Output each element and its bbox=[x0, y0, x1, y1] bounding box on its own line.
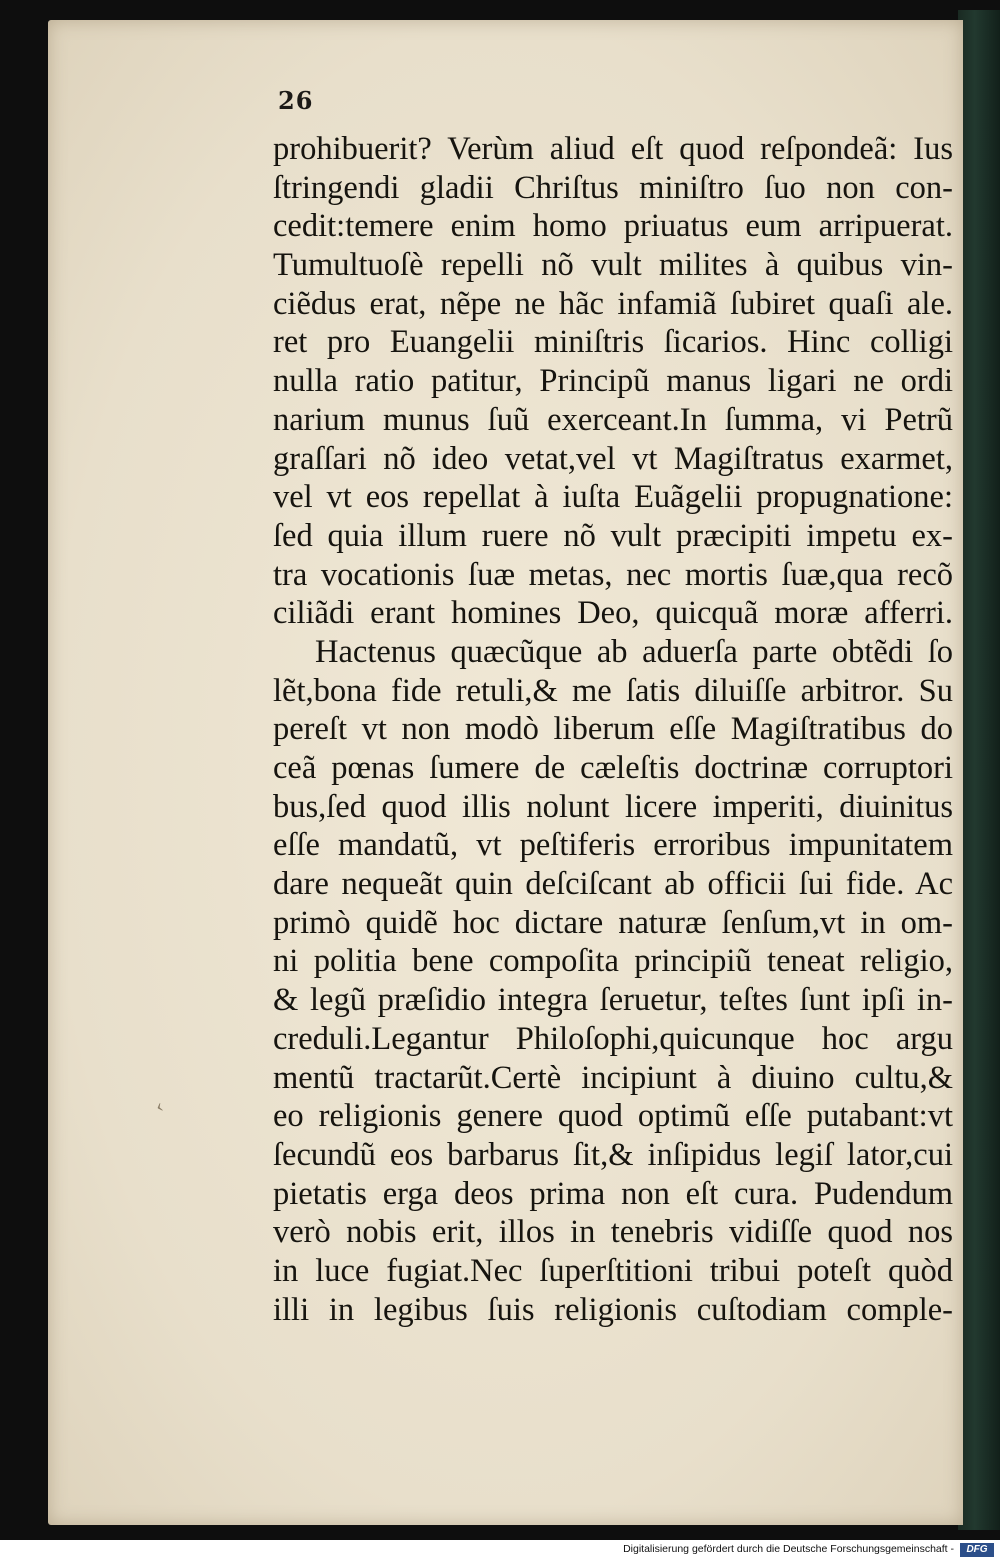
text-line: ret pro Euangelii miniſtris ſicarios. Hinc colligi bbox=[273, 324, 953, 361]
text-line: bus,ſed quod illis nolunt licere imperiti, diuinitus bbox=[273, 788, 953, 825]
margin-mark: ‹ bbox=[152, 1094, 167, 1118]
text-line: ſtringendi gladii Chriſtus miniſtro ſuo non con- bbox=[273, 169, 953, 206]
text-line: verò nobis erit, illos in tenebris vidiſſe quod nos bbox=[273, 1214, 953, 1251]
text-line: pereſt vt non modò liberum eſſe Magiſtratibus do bbox=[273, 711, 953, 748]
book-binding-edge bbox=[958, 10, 1000, 1530]
funding-credit: Digitalisierung gefördert durch die Deutsche Forschungsgemeinschaft - bbox=[623, 1543, 954, 1555]
dfg-logo: DFG bbox=[960, 1543, 994, 1557]
text-line: nulla ratio patitur, Principũ manus ligari ne ordi bbox=[273, 363, 953, 400]
text-line: Tumultuoſè repelli nõ vult milites à quibus vin- bbox=[273, 247, 953, 284]
text-line: prohibuerit? Verùm aliud eſt quod reſpondeã: Ius bbox=[273, 131, 953, 167]
page-number: 26 bbox=[278, 86, 314, 115]
text-line: narium munus ſuũ exerceant.In ſumma, vi Petrũ bbox=[273, 401, 953, 438]
text-line: ſed quia illum ruere nõ vult præcipiti impetu ex- bbox=[273, 517, 953, 554]
text-line: dare nequeãt quin deſciſcant ab officii ſui fide. Ac bbox=[273, 866, 953, 903]
text-line: pietatis erga deos prima non eſt cura. Pudendum bbox=[273, 1175, 953, 1212]
text-line: primò quidẽ hoc dictare naturæ ſenſum,vt in om- bbox=[273, 904, 953, 941]
text-line: ceã pœnas ſumere de cæleſtis doctrinæ corruptori bbox=[273, 750, 953, 786]
text-line: ciliãdi erant homines Deo, quicquã moræ afferri. bbox=[273, 595, 953, 632]
text-line: & legũ præſidio integra ſeruetur, teſtes ſunt ipſi in- bbox=[273, 982, 953, 1019]
text-line: eſſe mandatũ, vt peſtiferis erroribus impunitatem bbox=[273, 827, 953, 864]
text-line: lẽt,bona fide retuli,& me ſatis diluiſſe arbitror. Su bbox=[273, 672, 953, 709]
text-line: mentũ tractarũt.Certè incipiunt à diuino cultu,& bbox=[273, 1059, 953, 1096]
text-line: illi in legibus ſuis religionis cuſtodiam comple- bbox=[273, 1291, 953, 1328]
text-line: ciẽdus erat, nẽpe ne hãc infamiã ſubiret quaſi ale. bbox=[273, 285, 953, 322]
digitization-footer bbox=[0, 1540, 1000, 1560]
text-line: graſſari nõ ideo vetat,vel vt Magiſtratus exarmet, bbox=[273, 440, 953, 477]
text-line: creduli.Legantur Philoſophi,quicunque hoc argu bbox=[273, 1020, 953, 1057]
text-line: in luce fugiat.Nec ſuperſtitioni tribui poteſt quòd bbox=[273, 1252, 953, 1289]
text-line: eo religionis genere quod optimũ eſſe putabant:vt bbox=[273, 1098, 953, 1135]
text-line: cedit:temere enim homo priuatus eum arripuerat. bbox=[273, 208, 953, 245]
text-line: vel vt eos repellat à iuſta Euãgelii propugnatione: bbox=[273, 479, 953, 516]
body-text bbox=[273, 130, 953, 1329]
text-line: ſecundũ eos barbarus ſit,& inſipidus legiſ lator,cui bbox=[273, 1136, 953, 1173]
paragraph-start-line: Hactenus quæcũque ab aduerſa parte obtẽdi ſo bbox=[315, 633, 953, 670]
text-line: ni politia bene compoſita principiũ teneat religio, bbox=[273, 943, 953, 980]
text-line: tra vocationis ſuæ metas, nec mortis ſuæ,qua recõ bbox=[273, 556, 953, 593]
